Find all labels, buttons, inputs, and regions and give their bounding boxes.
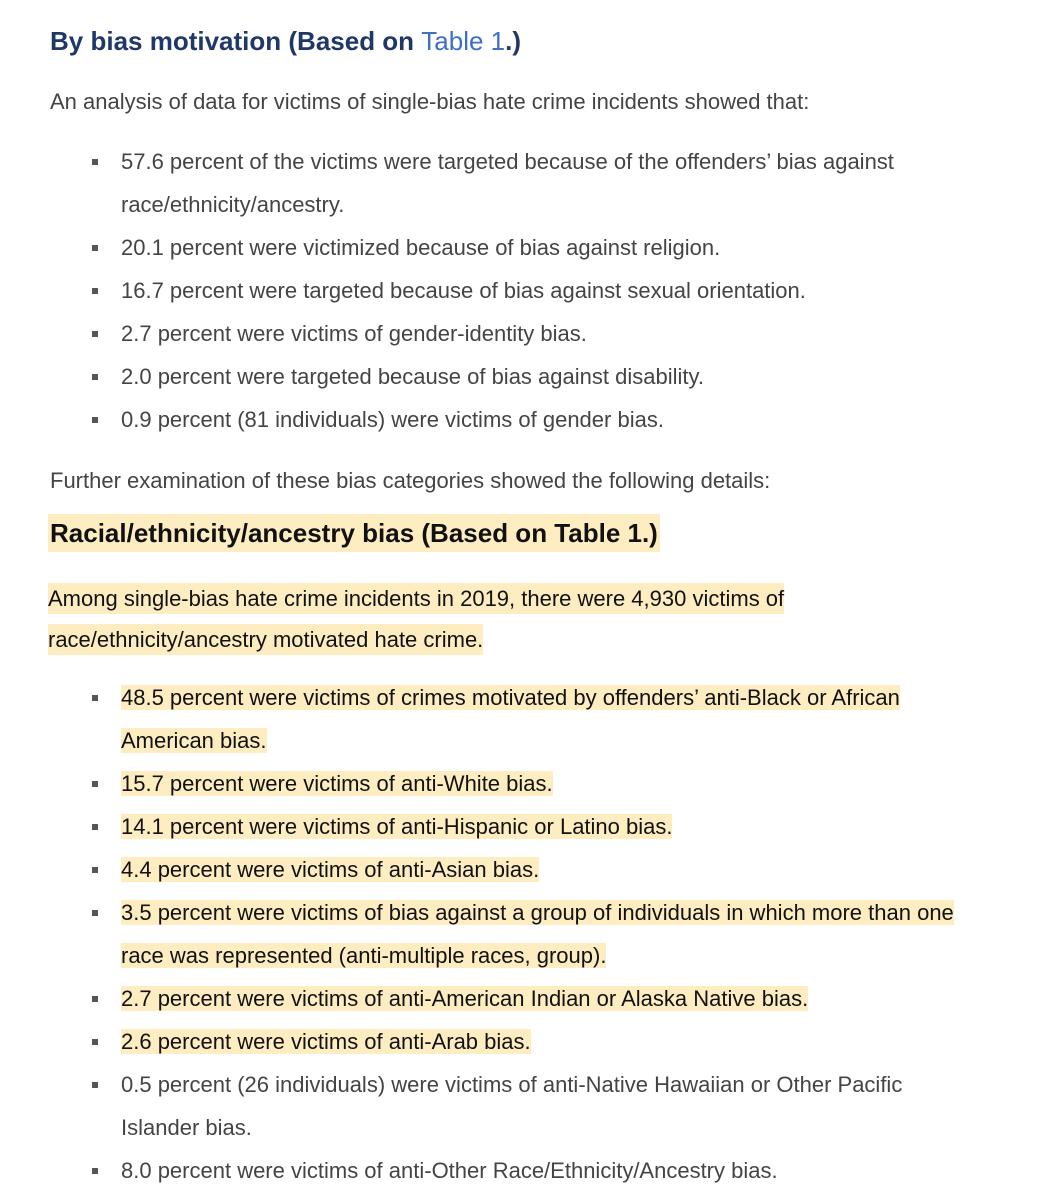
list-item	[0, 977, 954, 1020]
list-item	[0, 805, 954, 848]
bullet-icon	[92, 288, 98, 294]
bullet-icon	[92, 1039, 98, 1045]
section-heading-bias-motivation	[50, 26, 521, 57]
bullet-icon	[92, 331, 98, 337]
list-item-text: race/ethnicity/ancestry.	[121, 192, 345, 217]
list-item-text: 57.6 percent of the victims were targeted because of the offenders’ bias against	[121, 149, 894, 174]
list-item-text: 0.9 percent (81 individuals) were victims of gender bias.	[121, 407, 664, 432]
list-item	[0, 848, 954, 891]
list-item	[0, 355, 894, 398]
bullet-icon	[92, 245, 98, 251]
list-item	[0, 676, 954, 762]
list-item	[0, 762, 954, 805]
list-item-text: 4.4 percent were victims of anti-Asian bias.	[121, 857, 540, 882]
list-item-text: race was represented (anti-multiple races, group).	[121, 943, 607, 968]
bullet-icon	[92, 996, 98, 1002]
list-item-text: 14.1 percent were victims of anti-Hispanic or Latino bias.	[121, 814, 673, 839]
list-item-text: 15.7 percent were victims of anti-White bias.	[121, 771, 553, 796]
list-item	[0, 269, 894, 312]
bias-motivation-list	[0, 140, 894, 441]
bullet-icon	[92, 1168, 98, 1174]
section-heading-racial-bias	[48, 518, 660, 549]
list-item-text: Islander bias.	[121, 1115, 252, 1140]
intro-line: race/ethnicity/ancestry motivated hate crime.	[48, 624, 483, 655]
heading-text: By bias motivation (Based on	[50, 26, 422, 56]
list-item-text: 0.5 percent (26 individuals) were victims of anti-Native Hawaiian or Other Pacific	[121, 1072, 903, 1097]
racial-intro-paragraph	[48, 578, 784, 660]
bullet-icon	[92, 824, 98, 830]
table-1-link[interactable]: Table 1	[421, 26, 506, 56]
list-item	[0, 312, 894, 355]
list-item	[0, 226, 894, 269]
intro-line: Among single-bias hate crime incidents in 2019, there were 4,930 victims of	[48, 583, 784, 614]
list-item	[0, 1149, 954, 1192]
list-item-text: American bias.	[121, 728, 267, 753]
racial-bias-list	[0, 676, 954, 1192]
heading-suffix: .)	[505, 26, 522, 56]
list-item-text: 16.7 percent were targeted because of bias against sexual orientation.	[121, 278, 806, 303]
list-item-text: 8.0 percent were victims of anti-Other Race/Ethnicity/Ancestry bias.	[121, 1158, 778, 1183]
bullet-icon	[92, 910, 98, 916]
list-item-text: 48.5 percent were victims of crimes motivated by offenders’ anti-Black or African	[121, 685, 900, 710]
intro-paragraph: An analysis of data for victims of single-bias hate crime incidents showed that:	[50, 89, 810, 114]
list-item-text: 3.5 percent were victims of bias against a group of individuals in which more than one	[121, 900, 954, 925]
list-item	[0, 140, 894, 226]
list-item	[0, 891, 954, 977]
bullet-icon	[92, 1082, 98, 1088]
heading-highlight: Racial/ethnicity/ancestry bias (Based on Table 1.)	[48, 514, 660, 552]
list-item	[0, 398, 894, 441]
bullet-icon	[92, 695, 98, 701]
bullet-icon	[92, 867, 98, 873]
followup-paragraph: Further examination of these bias categories showed the following details:	[50, 468, 771, 493]
list-item-text: 2.0 percent were targeted because of bias against disability.	[121, 364, 704, 389]
list-item-text: 2.7 percent were victims of anti-American Indian or Alaska Native bias.	[121, 986, 809, 1011]
list-item-text: 2.7 percent were victims of gender-identity bias.	[121, 321, 587, 346]
list-item	[0, 1063, 954, 1149]
list-item	[0, 1020, 954, 1063]
bullet-icon	[92, 159, 98, 165]
bullet-icon	[92, 374, 98, 380]
bullet-icon	[92, 781, 98, 787]
list-item-text: 2.6 percent were victims of anti-Arab bias.	[121, 1029, 531, 1054]
list-item-text: 20.1 percent were victimized because of bias against religion.	[121, 235, 721, 260]
bullet-icon	[92, 417, 98, 423]
